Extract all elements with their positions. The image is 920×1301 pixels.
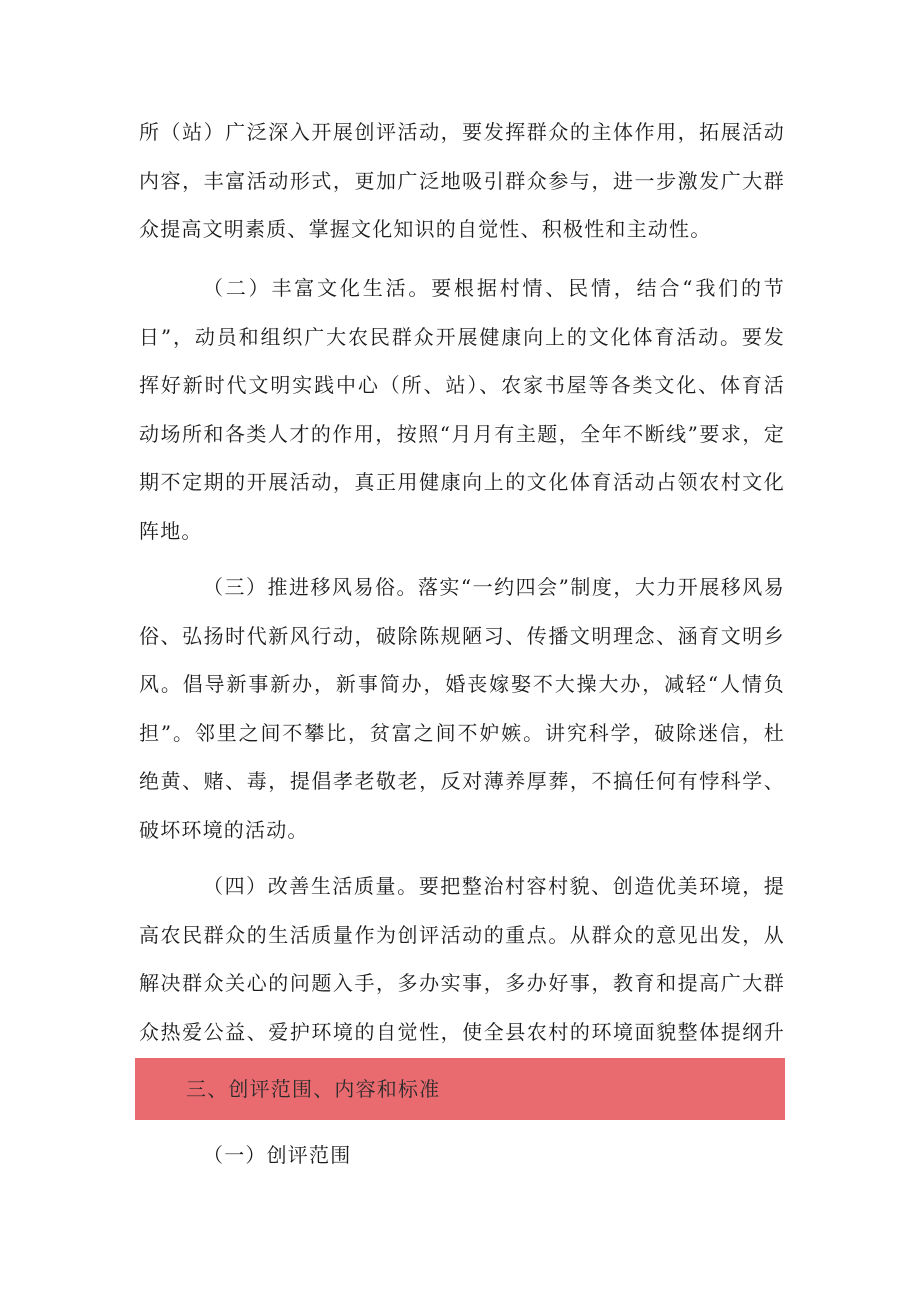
body-paragraph-1: 所（站）广泛深入开展创评活动，要发挥群众的主体作用，拓展活动内容，丰富活动形式，更加广泛地吸引群众参与，进一步激发广大群众提高文明素质、掌握文化知识的自觉性、积极性和主动性。 (139, 120, 785, 241)
section-heading: 三、创评范围、内容和标准 (186, 1077, 441, 1101)
body-paragraph-2: （二）丰富文化生活。要根据村情、民情，结合“我们的节日”，动员和组织广大农民群众开展健康向上的文化体育活动。要发挥好新时代文明实践中心（所、站）、农家书屋等各类文化、体育活动场所和各类人才的作用，按照“月月有主题，全年不断线”要求，定期不定期的开展活动，真正用健康向上的文化体育活动占领农村文化阵地。 (139, 276, 785, 543)
body-paragraph-4: （四）改善生活质量。要把整治村容村貌、创造优美环境，提高农民群众的生活质量作为创评活动的重点。从群众的意见出发，从解决群众关心的问题入手，多办实事，多办好事，教育和提高广大群众热爱公益、爱护环境的自觉性，使全县农村的环境面貌整体提纲升 (139, 874, 785, 1044)
body-paragraph-3: （三）推进移风易俗。落实“一约四会”制度，大力开展移风易俗、弘扬时代新风行动，破除陈规陋习、传播文明理念、涵育文明乡风。倡导新事新办，新事简办，婚丧嫁娶不大操大办，减轻“人情负担”。邻里之间不攀比，贫富之间不妒嫉。讲究科学，破除迷信，杜绝黄、赌、毒，提倡孝老敬老，反对薄养厚葬，不搞任何有悖科学、破坏环境的活动。 (139, 575, 785, 842)
subsection-heading: （一）创评范围 (203, 1143, 352, 1167)
section-heading-banner (135, 1058, 785, 1120)
